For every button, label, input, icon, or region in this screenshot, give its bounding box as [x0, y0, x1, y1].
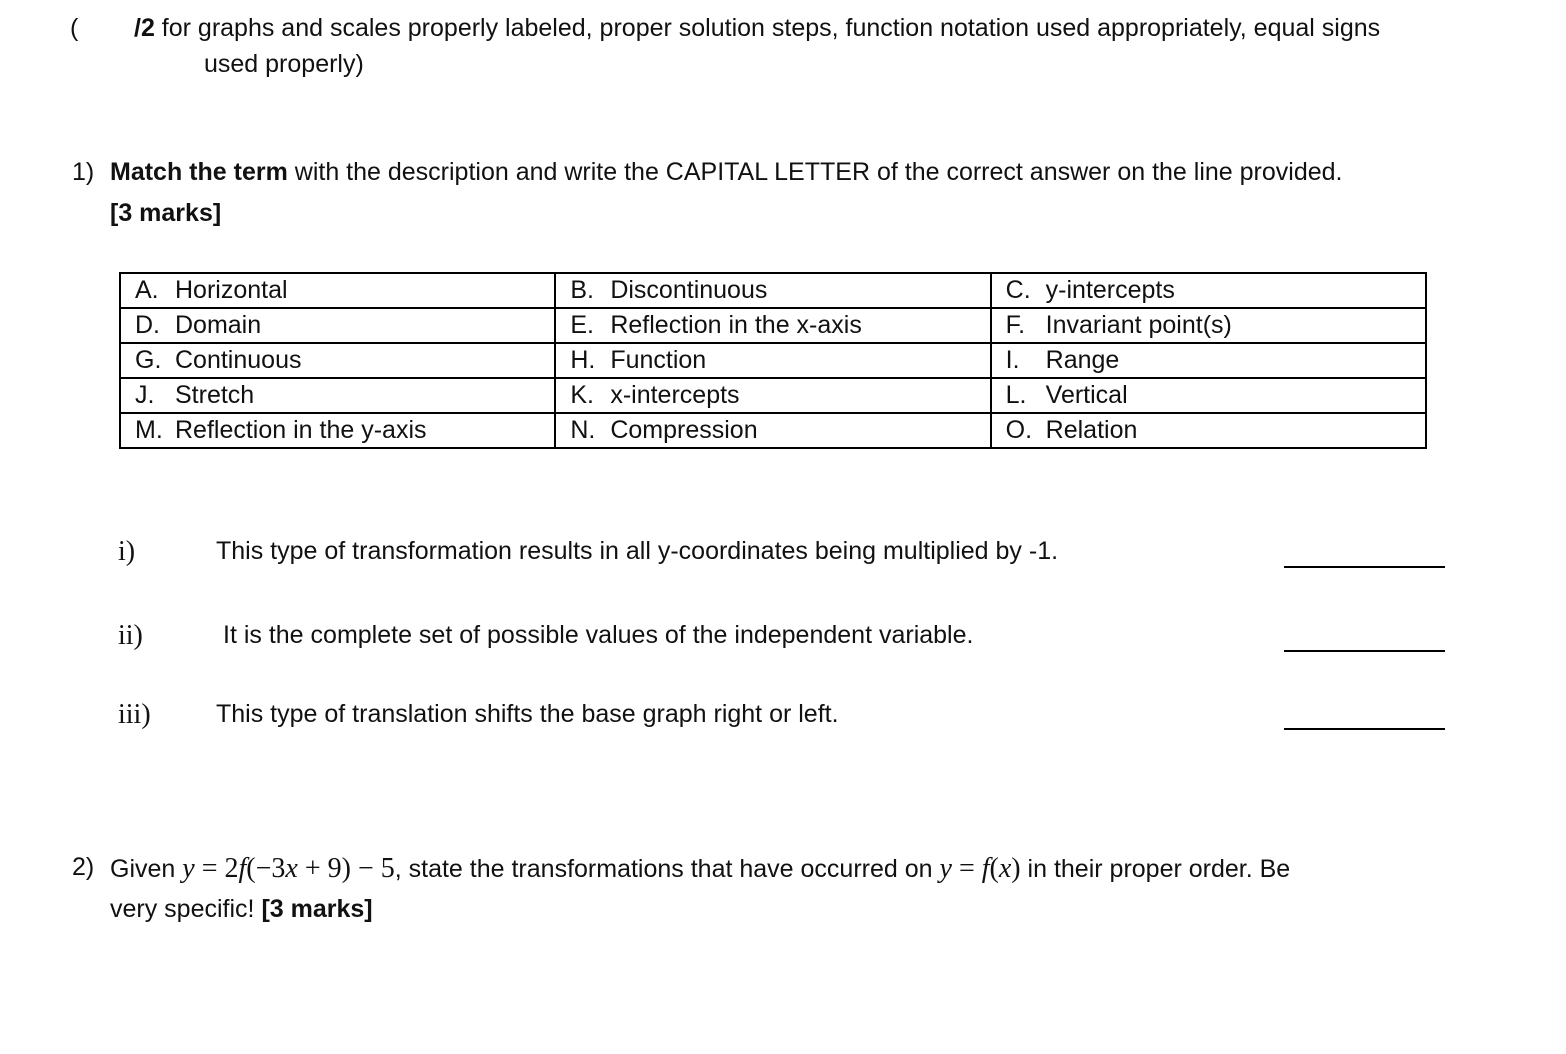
question-1-text: with the description and write the CAPITAL LETTER of the correct answer on the line provided. [287, 158, 1343, 186]
question-2-number: 2) [72, 853, 95, 881]
subquestion-2-answer-line[interactable] [1284, 650, 1445, 652]
eq2-equals: = [951, 853, 982, 884]
option-letter: F. [1005, 311, 1026, 339]
question-1-instructions [110, 158, 1343, 187]
eq-arg-close: + 9) − 5 [297, 853, 395, 884]
option-term: Horizontal [175, 276, 288, 304]
eq-equals-2: = 2 [194, 853, 239, 884]
option-term: x-intercepts [610, 381, 740, 409]
option-cell [555, 308, 990, 343]
option-cell [991, 378, 1426, 413]
option-cell [120, 378, 555, 413]
option-cell [991, 273, 1426, 308]
option-letter: I. [1005, 346, 1020, 374]
question-2-base-function [940, 853, 1021, 884]
option-letter: B. [570, 276, 594, 304]
eq-y: y [182, 853, 195, 884]
option-term: Range [1045, 346, 1120, 374]
option-term: Discontinuous [610, 276, 768, 304]
header-marks-line [134, 14, 1380, 43]
question-2-marks: [3 marks] [261, 895, 373, 923]
table-row [120, 378, 1426, 413]
option-cell [991, 308, 1426, 343]
option-letter: N. [570, 416, 596, 444]
option-term: Vertical [1045, 381, 1128, 409]
matching-options-table [119, 272, 1427, 449]
subquestion-2-text: It is the complete set of possible values of the independent variable. [223, 621, 974, 649]
eq2-f: f [981, 853, 990, 884]
table-row [120, 343, 1426, 378]
table-row [120, 413, 1426, 448]
header-marks: /2 [134, 14, 155, 42]
question-2-middle-text: , state the transformations that have occurred on [394, 855, 940, 883]
option-letter: K. [570, 381, 594, 409]
option-term: Relation [1045, 416, 1138, 444]
subquestion-3-text: This type of translation shifts the base graph right or left. [216, 700, 839, 728]
subquestion-3-answer-line[interactable] [1284, 728, 1445, 730]
option-letter: J. [135, 381, 155, 409]
option-letter: A. [135, 276, 159, 304]
option-term: Compression [610, 416, 758, 444]
option-letter: L. [1005, 381, 1027, 409]
eq-x: x [285, 853, 298, 884]
option-cell [991, 413, 1426, 448]
option-letter: O. [1005, 416, 1033, 444]
question-2-text-line-2 [110, 895, 373, 924]
option-cell [555, 273, 990, 308]
eq-arg-open: (−3 [246, 853, 286, 884]
eq2-close: ) [1011, 853, 1021, 884]
option-term: Invariant point(s) [1045, 311, 1232, 339]
option-term: y-intercepts [1045, 276, 1175, 304]
option-cell [555, 378, 990, 413]
option-term: Reflection in the y-axis [175, 416, 427, 444]
option-cell [120, 273, 555, 308]
header-open-paren: ( [70, 14, 79, 42]
option-cell [555, 343, 990, 378]
table-row [120, 308, 1426, 343]
option-letter: M. [135, 416, 163, 444]
option-letter: H. [570, 346, 596, 374]
option-term: Function [610, 346, 707, 374]
header-criteria-continued: used properly) [204, 50, 364, 78]
option-letter: C. [1005, 276, 1031, 304]
header-criteria-text: for graphs and scales properly labeled, proper solution steps, function notation used appropriately, equal signs [154, 14, 1381, 42]
option-cell [120, 343, 555, 378]
option-letter: G. [135, 346, 162, 374]
table-row [120, 273, 1426, 308]
option-cell [120, 308, 555, 343]
question-2-specific: very specific! [110, 895, 262, 923]
question-2-given: Given [110, 855, 183, 883]
subquestion-2-number: ii) [118, 620, 143, 651]
subquestion-1-text: This type of transformation results in all y-coordinates being multiplied by -1. [216, 537, 1059, 565]
option-term: Domain [175, 311, 262, 339]
option-term: Stretch [175, 381, 255, 409]
eq2-open: ( [989, 853, 999, 884]
option-cell [991, 343, 1426, 378]
question-1-bold-lead: Match the term [110, 158, 288, 186]
question-1-marks: [3 marks] [110, 199, 222, 227]
eq2-x: x [998, 853, 1012, 884]
option-term: Continuous [175, 346, 302, 374]
subquestion-3-number: iii) [118, 699, 151, 730]
eq-f: f [238, 853, 247, 884]
option-letter: D. [135, 311, 160, 339]
subquestion-1-number: i) [118, 536, 136, 567]
option-cell [120, 413, 555, 448]
question-2-end-text: in their proper order. Be [1020, 855, 1291, 883]
eq2-y: y [939, 853, 952, 884]
option-letter: E. [570, 311, 594, 339]
question-2-text-line-1 [110, 853, 1290, 885]
option-term: Reflection in the x-axis [610, 311, 862, 339]
question-2-equation [182, 853, 394, 884]
option-cell [555, 413, 990, 448]
subquestion-1-answer-line[interactable] [1284, 566, 1445, 568]
question-1-number: 1) [72, 158, 95, 186]
